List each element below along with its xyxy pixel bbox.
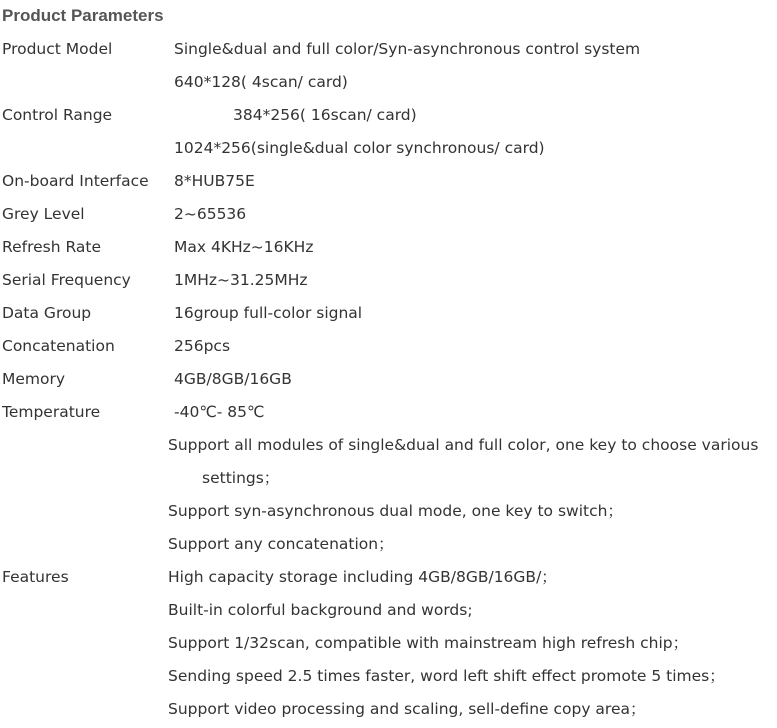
feature-text: Support all modules of single&dual and full color, one key to choose various xyxy=(168,436,759,454)
concatenation-value: 256pcs xyxy=(174,337,231,355)
control-range-value-1: 640*128( 4scan/ card) xyxy=(174,73,348,91)
memory-value: 4GB/8GB/16GB xyxy=(174,370,292,388)
feature-text: Support syn-asynchronous dual mode, one key to switch； xyxy=(168,502,623,520)
feature-text: Support any concatenation； xyxy=(168,535,394,553)
features-label: Features xyxy=(2,568,69,586)
onboard-interface-label: On-board Interface xyxy=(2,172,149,190)
control-range-label: Control Range xyxy=(2,106,113,124)
data-group-value: 16group full-color signal xyxy=(174,304,363,322)
feature-text: Sending speed 2.5 times faster, word left shift effect promote 5 times； xyxy=(168,667,725,685)
temperature-label: Temperature xyxy=(2,403,101,421)
grey-level-value: 2~65536 xyxy=(174,205,247,223)
serial-frequency-value: 1MHz~31.25MHz xyxy=(174,271,308,289)
product-model-value: Single&dual and full color/Syn-asynchronous control system xyxy=(174,40,641,58)
page-title: Product Parameters xyxy=(2,6,164,25)
product-model-label: Product Model xyxy=(2,40,113,58)
feature-text: Support video processing and scaling, sell-define copy area； xyxy=(168,700,646,718)
refresh-rate-label: Refresh Rate xyxy=(2,238,102,256)
control-range-value-2: 384*256( 16scan/ card) xyxy=(233,106,417,124)
memory-label: Memory xyxy=(2,370,66,388)
feature-text: settings； xyxy=(202,469,280,487)
temperature-value: -40℃- 85℃ xyxy=(174,403,265,421)
feature-text: High capacity storage including 4GB/8GB/16GB/； xyxy=(168,568,557,586)
data-group-label: Data Group xyxy=(2,304,92,322)
refresh-rate-value: Max 4KHz~16KHz xyxy=(174,238,314,256)
grey-level-label: Grey Level xyxy=(2,205,85,223)
feature-text: Built-in colorful background and words; xyxy=(168,601,473,619)
onboard-interface-value: 8*HUB75E xyxy=(174,172,255,190)
concatenation-label: Concatenation xyxy=(2,337,115,355)
control-range-value-3: 1024*256(single&dual color synchronous/ card) xyxy=(174,139,545,157)
serial-frequency-label: Serial Frequency xyxy=(2,271,131,289)
feature-text: Support 1/32scan, compatible with mainstream high refresh chip； xyxy=(168,634,689,652)
